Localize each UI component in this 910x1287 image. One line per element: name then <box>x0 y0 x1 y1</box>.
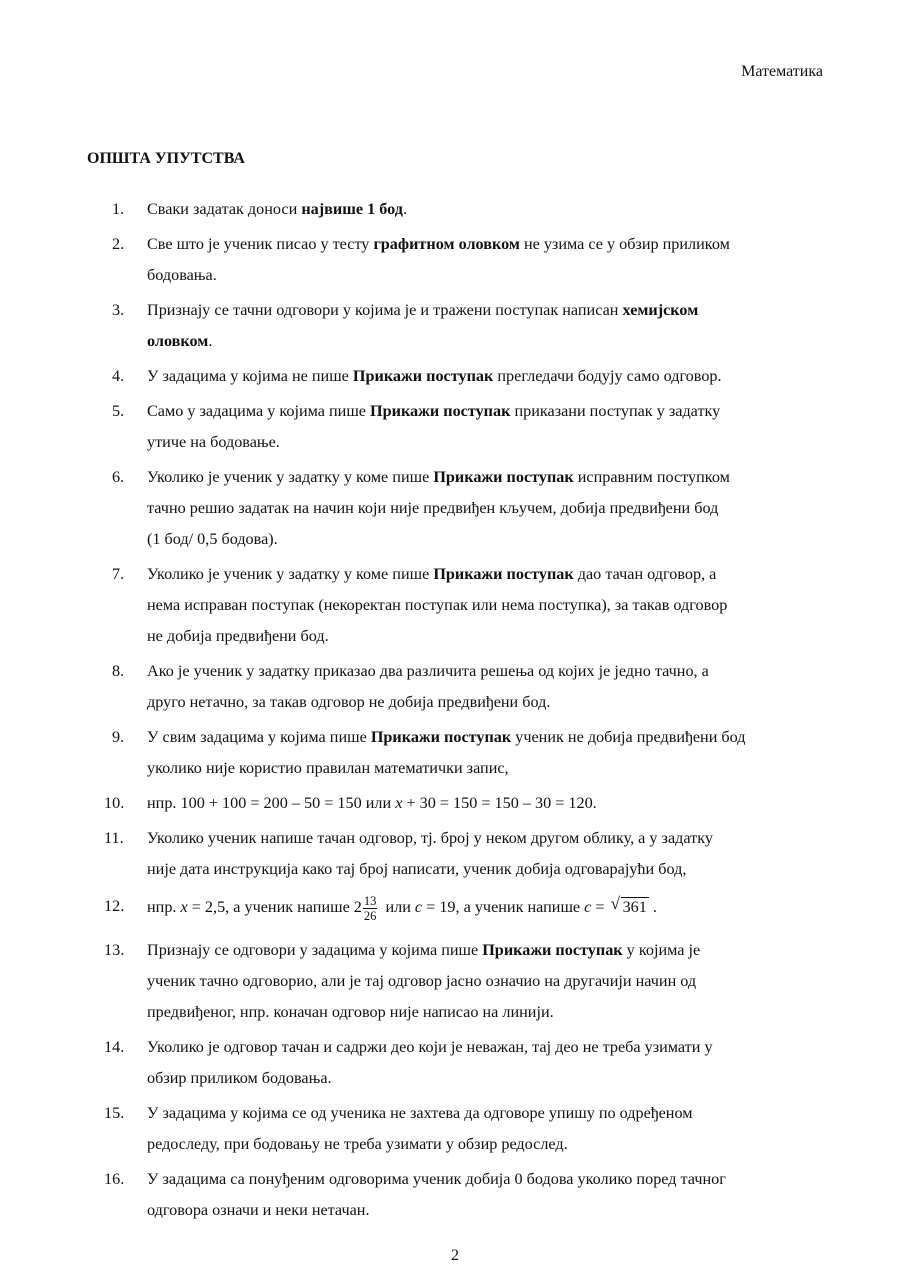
list-item <box>0 823 910 885</box>
item-number: 8. <box>112 662 125 680</box>
square-root <box>611 889 649 925</box>
item-number: 4. <box>112 367 125 385</box>
item-number: 13. <box>104 941 125 959</box>
list-item <box>0 396 910 458</box>
item-number: 5. <box>112 402 125 420</box>
list-item <box>0 361 910 392</box>
item-line: Уколико је одговор тачан и садржи део који је неважан, тај део не треба узимати у <box>147 1038 713 1056</box>
emphasis: највише 1 бод <box>301 200 403 218</box>
item-line: У задацима са понуђеним одговорима ученик добија 0 бодова уколико поред тачног <box>147 1170 726 1188</box>
item-line: није дата инструкција како тај број написати, ученик добија одговарајући бод, <box>147 860 687 878</box>
list-item <box>0 656 910 718</box>
item-number: 11. <box>104 829 124 847</box>
item-line: Ако је ученик у задатку приказао два различита решења од којих је једно тачно, а <box>147 662 709 680</box>
item-line: уколико није користио правилан математички запис, <box>147 759 509 777</box>
item-line: У задацима у којима не пише Прикажи поступак прегледачи бодују само одговор. <box>147 367 722 385</box>
item-line: Све што је ученик писао у тесту графитном оловком не узима се у обзир приликом <box>147 235 730 253</box>
list-item <box>0 935 910 1028</box>
list-item <box>0 722 910 784</box>
item-line: друго нетачно, за такав одговор не добија предвиђени бод. <box>147 693 551 711</box>
page-number: 2 <box>451 1247 459 1264</box>
instructions-list <box>0 194 910 1226</box>
item-line: У задацима у којима се од ученика не захтева да одговоре упишу по одређеном <box>147 1104 693 1122</box>
list-item <box>0 1164 910 1226</box>
item-line: редоследу, при бодовању не треба узимати у обзир редослед. <box>147 1135 568 1153</box>
item-line: Сваки задатак доноси највише 1 бод. <box>147 200 407 218</box>
list-item <box>0 229 910 291</box>
item-line: Признају се тачни одговори у којима је и тражени поступак написан хемијском <box>147 301 699 319</box>
item-line: У свим задацима у којима пише Прикажи поступак ученик не добија предвиђени бод <box>147 728 746 746</box>
item-line: предвиђеног, нпр. коначан одговор није написао на линији. <box>147 1003 554 1021</box>
variable-c: c <box>584 898 592 916</box>
radicand: 361 <box>622 898 647 916</box>
item-number: 6. <box>112 468 125 486</box>
page-heading: ОПШТА УПУТСТВА <box>87 150 245 167</box>
item-number: 2. <box>112 235 125 253</box>
emphasis: Прикажи поступак <box>433 468 574 486</box>
item-number: 15. <box>104 1104 125 1122</box>
emphasis: Прикажи поступак <box>370 728 512 746</box>
item-line: не добија предвиђени бод. <box>147 627 329 645</box>
item-line: Уколико је ученик у задатку у коме пише Прикажи поступак дао тачан одговор, а <box>147 565 717 583</box>
item-line: Уколико је ученик у задатку у коме пише Прикажи поступак исправним поступком <box>147 468 730 486</box>
item-number: 10. <box>104 794 125 812</box>
item-number: 3. <box>112 301 125 319</box>
emphasis: оловком <box>147 332 209 350</box>
list-item <box>0 1098 910 1160</box>
item-line: утиче на бодовање. <box>147 433 280 451</box>
variable-c: c <box>414 898 423 916</box>
item-line: (1 бод/ 0,5 бодова). <box>147 530 278 548</box>
item-line: ученик тачно одговорио, али је тај одговор јасно означио на другачији начин од <box>147 972 697 990</box>
item-line: тачно решио задатак на начин који није предвиђен кључем, добија предвиђени бод <box>147 499 719 517</box>
list-item <box>0 462 910 555</box>
fraction-numerator: 13 <box>363 893 377 908</box>
emphasis: Прикажи поступак <box>482 941 623 959</box>
emphasis: Прикажи поступак <box>370 402 511 420</box>
emphasis: графитном оловком <box>373 235 520 253</box>
item-line: Само у задацима у којима пише Прикажи поступак приказани поступак у задатку <box>147 402 721 420</box>
item-line: нпр. 100 + 100 = 200 – 50 = 150 или x + 30 = 150 = 150 – 30 = 120. <box>147 794 597 812</box>
list-item <box>0 788 910 819</box>
fraction-denominator: 26 <box>363 908 377 923</box>
item-line: одговора означи и неки нетачан. <box>147 1201 370 1219</box>
item-line: оловком. <box>147 332 213 350</box>
page-header-subject: Математика <box>741 63 823 80</box>
item-number: 16. <box>104 1170 125 1188</box>
item-line: обзир приликом бодовања. <box>147 1069 332 1087</box>
list-item <box>0 1032 910 1094</box>
variable-x: x <box>180 898 188 916</box>
emphasis: Прикажи поступак <box>433 565 574 583</box>
item-number: 7. <box>112 565 125 583</box>
item-line: бодовања. <box>147 266 217 284</box>
item-line: нпр. x = 2,5, а ученик напише 2 $\frac{13}{26}$ или c = 19, а ученик напише c = √ 361 . <box>147 889 830 925</box>
radical-sign: √ <box>610 894 620 913</box>
item-number: 1. <box>112 200 125 218</box>
item-number: 14. <box>104 1038 125 1056</box>
list-item <box>0 295 910 357</box>
item-number: 12. <box>104 897 125 915</box>
item-line: Признају се одговори у задацима у којима пише Прикажи поступак у којима је <box>147 941 701 959</box>
variable-x: x <box>395 794 403 812</box>
item-line: нема исправан поступак (некоректан поступак или нема поступка), за такав одговор <box>147 596 728 614</box>
emphasis: Прикажи поступак <box>352 367 494 385</box>
item-number: 9. <box>112 728 125 746</box>
fraction <box>363 894 378 923</box>
item-line: Уколико ученик напише тачан одговор, тј. број у неком другом облику, а у задатку <box>147 829 713 847</box>
list-item <box>0 559 910 652</box>
list-item <box>0 194 910 225</box>
emphasis: хемијском <box>622 301 699 319</box>
list-item <box>0 889 910 925</box>
